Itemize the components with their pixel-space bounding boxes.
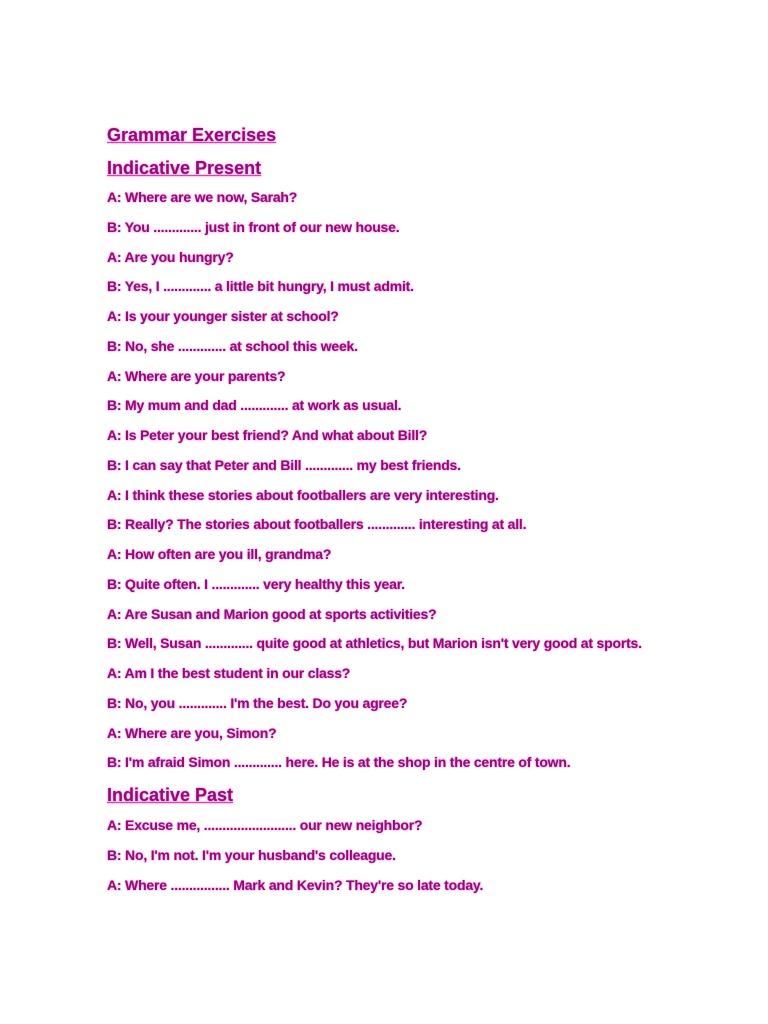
- dialogue-line: B: No, she ............. at school this week.: [107, 337, 358, 354]
- dialogue-line: B: No, I'm not. I'm your husband's colleague.: [107, 847, 396, 863]
- dialogue-line: A: Where are we now, Sarah?: [107, 189, 298, 205]
- dialogue-line: A: Is Peter your best friend? And what about Bill?: [107, 427, 428, 443]
- dialogue-line: A: Excuse me, ......................... our new neighbor?: [107, 817, 423, 834]
- dialogue-line: A: How often are you ill, grandma?: [107, 546, 332, 562]
- dialogue-line: B: Yes, I ............. a little bit hungry, I must admit.: [107, 278, 414, 295]
- document-page: [107, 124, 663, 906]
- dialogue-line: B: My mum and dad ............. at work as usual.: [107, 397, 402, 414]
- section-heading-present: Indicative Present: [107, 158, 262, 178]
- dialogue-line: A: Is your younger sister at school?: [107, 308, 339, 324]
- dialogue-line: A: I think these stories about footballers are very interesting.: [107, 486, 499, 503]
- section-present: [107, 188, 663, 772]
- dialogue-line: B: Quite often. I ............. very healthy this year.: [107, 575, 405, 592]
- dialogue-line: B: Really? The stories about footballers ............. interesting at all.: [107, 516, 527, 533]
- section-past: [107, 816, 663, 895]
- dialogue-line: A: Am I the best student in our class?: [107, 665, 351, 681]
- dialogue-line: A: Are you hungry?: [107, 248, 234, 265]
- dialogue-line: B: Well, Susan ............. quite good at athletics, but Marion isn't very good at sports.: [107, 635, 642, 652]
- dialogue-line: B: You ............. just in front of our new house.: [107, 218, 400, 235]
- dialogue-line: B: I'm afraid Simon ............. here. He is at the shop in the centre of town.: [107, 754, 571, 771]
- dialogue-line: B: No, you ............. I'm the best. Do you agree?: [107, 694, 408, 711]
- dialogue-line: B: I can say that Peter and Bill ............. my best friends.: [107, 456, 461, 473]
- section-heading-past: Indicative Past: [107, 785, 234, 806]
- dialogue-line: A: Where ................ Mark and Kevin? They're so late today.: [107, 876, 484, 893]
- dialogue-line: A: Where are you, Simon?: [107, 724, 277, 741]
- dialogue-line: A: Are Susan and Marion good at sports activities?: [107, 605, 437, 622]
- document-title: Grammar Exercises: [107, 125, 277, 145]
- dialogue-line: A: Where are your parents?: [107, 367, 286, 384]
